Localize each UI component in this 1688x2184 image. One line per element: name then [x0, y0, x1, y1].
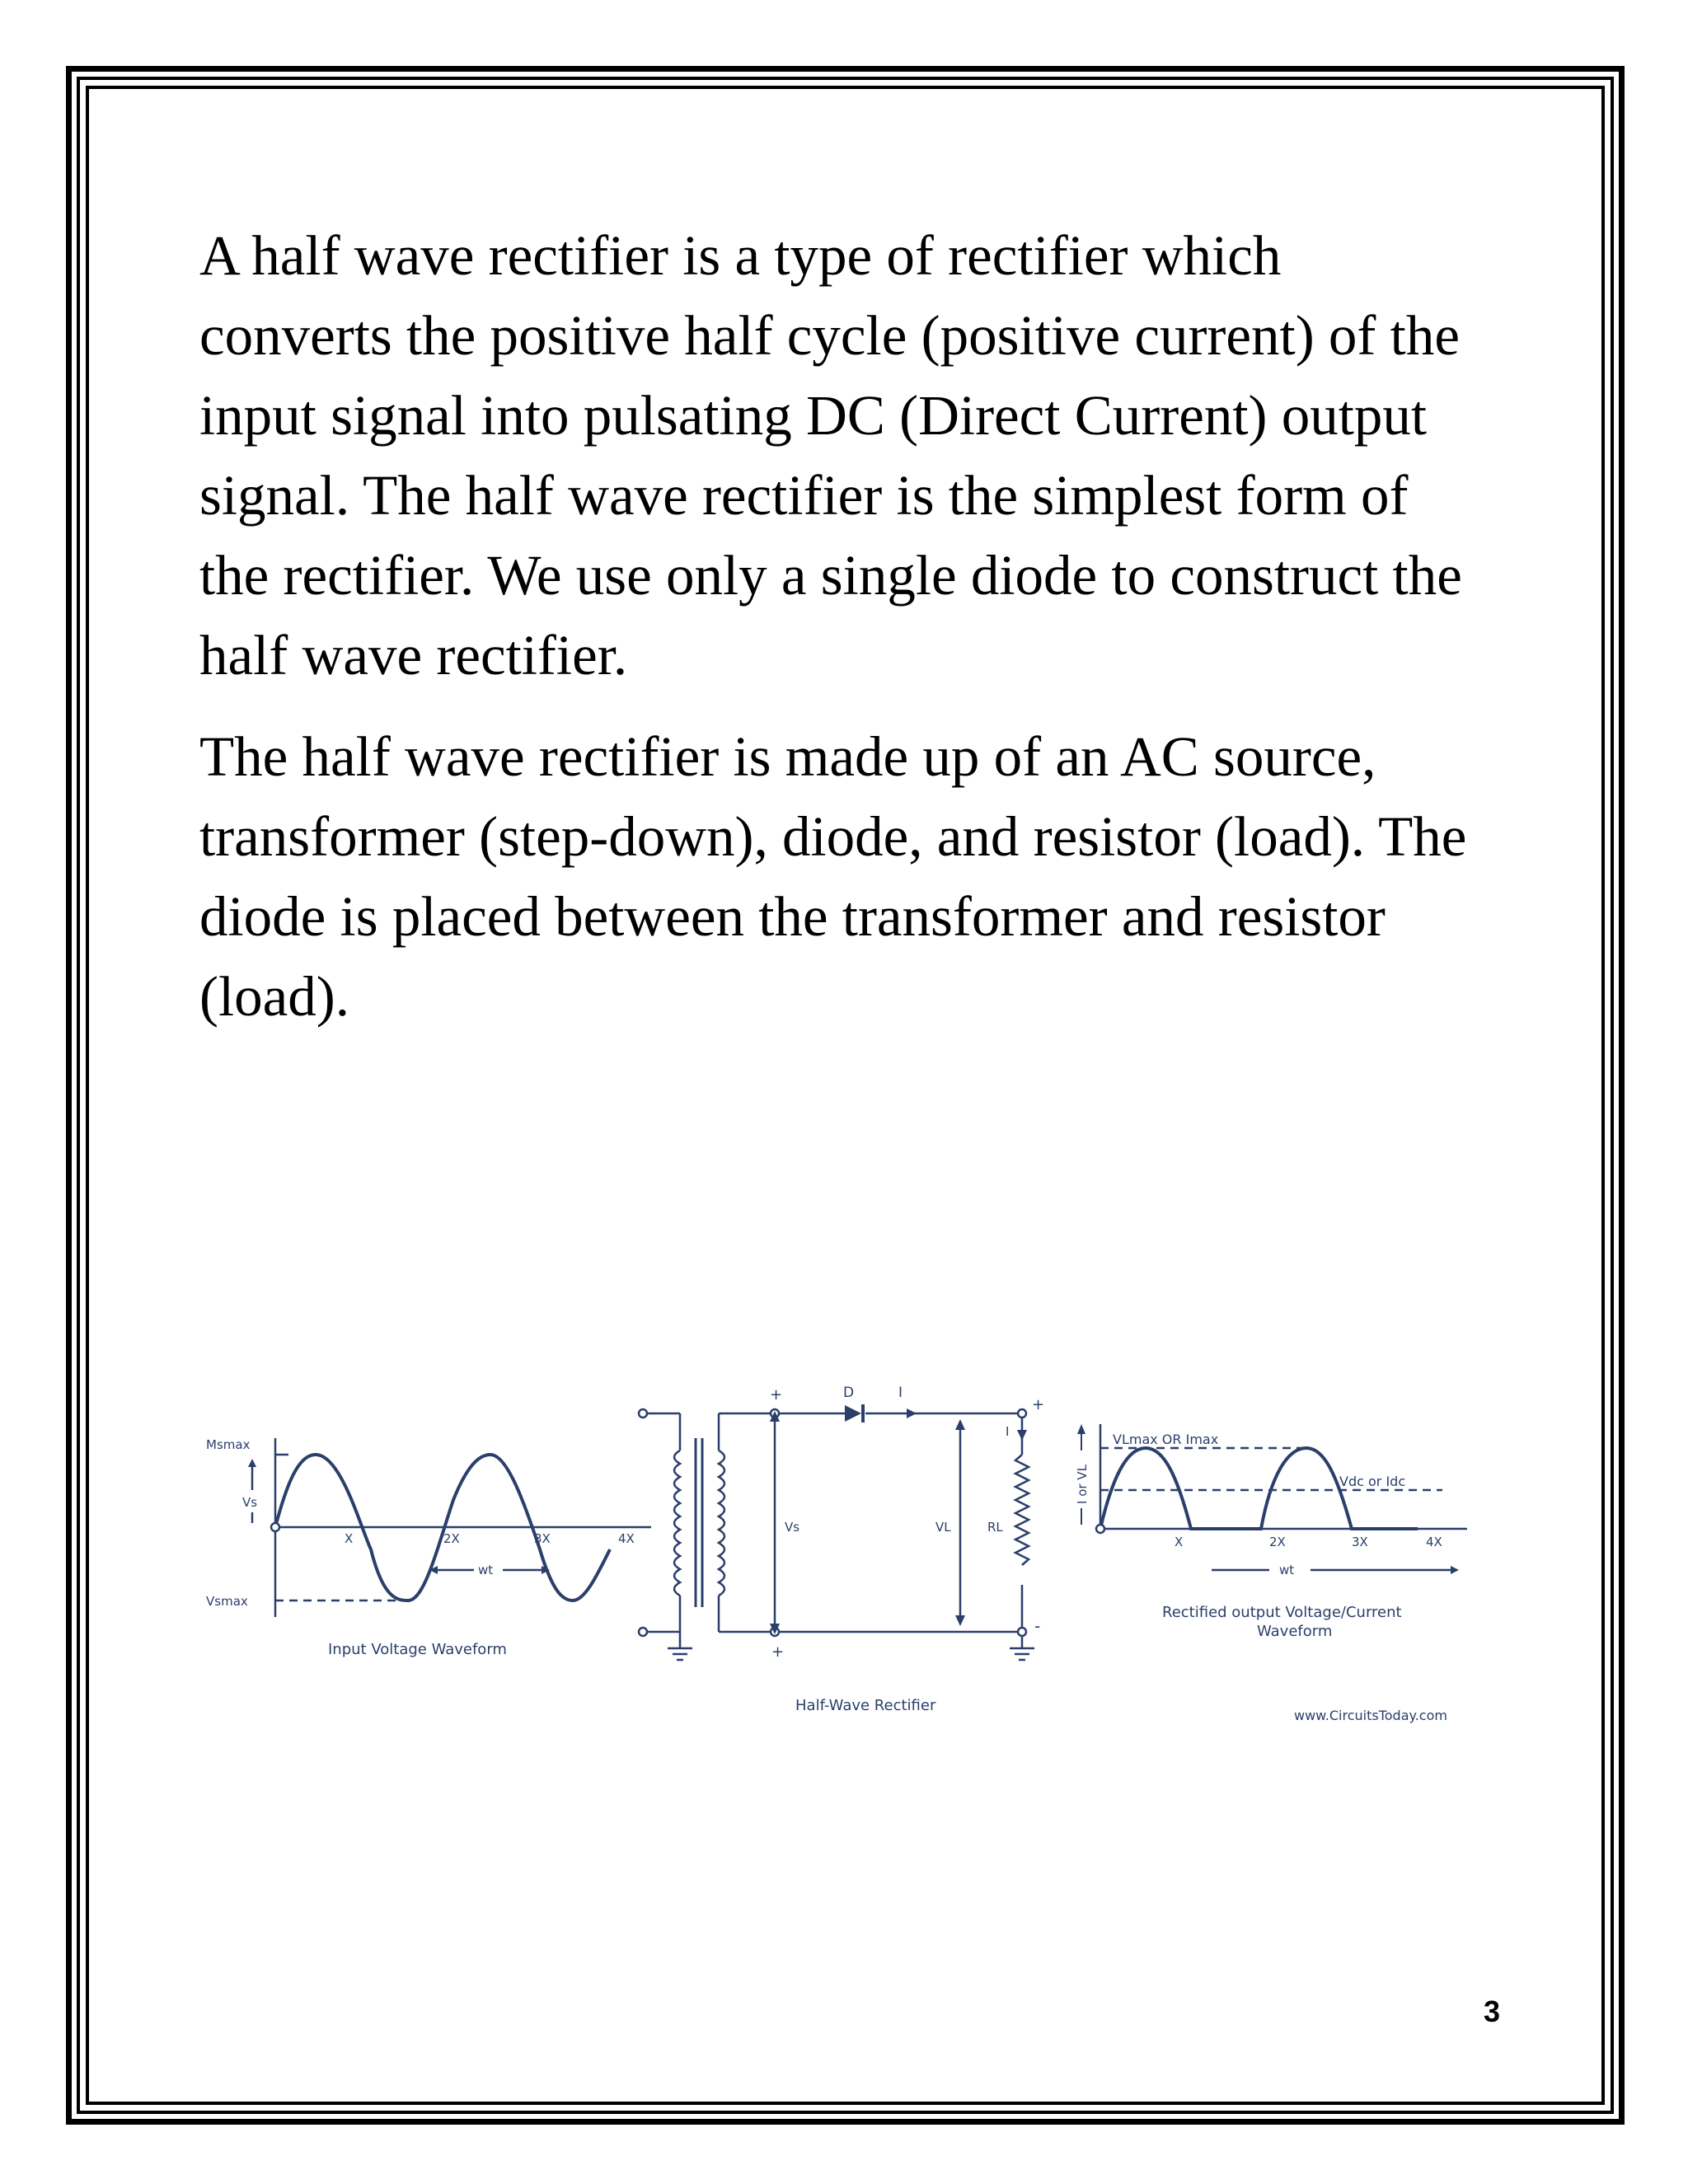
out-wt-arrowhead [1451, 1566, 1459, 1574]
label-current-load: I [1006, 1424, 1010, 1439]
output-wt-label: wt [1279, 1563, 1295, 1577]
input-tick-4x: 4X [618, 1531, 635, 1546]
input-tick-3x: 3X [534, 1531, 551, 1546]
vs-arrowhead-input [248, 1459, 256, 1467]
input-tick-2x: 2X [443, 1531, 460, 1546]
input-origin-dot [271, 1523, 279, 1531]
input-waveform-caption: Input Voltage Waveform [328, 1641, 507, 1658]
label-minus-output: - [1034, 1616, 1041, 1636]
output-top-terminal [1018, 1409, 1026, 1418]
label-plus-secondary-bottom: + [771, 1643, 785, 1661]
output-bottom-terminal [1018, 1628, 1026, 1636]
vl-arrowhead-top [955, 1419, 965, 1430]
label-rl: RL [987, 1520, 1003, 1535]
output-caption-line1: Rectified output Voltage/Current [1162, 1604, 1402, 1621]
input-tick-x: X [345, 1531, 354, 1546]
label-vs-circuit: Vs [785, 1520, 800, 1535]
paragraph-definition: A half wave rectifier is a type of rectifier which converts the positive half cycle (positive current) of the input signal into pulsating DC (Direct Current) output signal. The half wave rectifier is the simplest form of the rectifier. We use only a single diode to construct the half wave rectifier. [199, 224, 1462, 687]
label-vl: VL [935, 1520, 951, 1535]
output-origin-dot [1096, 1525, 1104, 1533]
output-tick-2x: 2X [1269, 1535, 1286, 1549]
circuit-caption: Half-Wave Rectifier [795, 1697, 936, 1714]
output-caption-line2: Waveform [1257, 1623, 1333, 1640]
source-credit: www.CircuitsToday.com [1294, 1708, 1447, 1723]
output-tick-x: X [1175, 1535, 1184, 1549]
primary-coil [674, 1451, 680, 1596]
label-diode: D [843, 1385, 855, 1401]
output-tick-3x: 3X [1352, 1535, 1368, 1549]
diode-triangle [845, 1405, 861, 1422]
primary-bottom-terminal [639, 1628, 647, 1636]
label-vs-input: Vs [242, 1495, 258, 1510]
paragraph-components: The half wave rectifier is made up of an AC source, transformer (step-down), diode, and resistor (load). The diode is placed between the transformer and resistor (load). [199, 725, 1467, 1028]
input-wt-label: wt [478, 1563, 494, 1577]
page-number: 3 [1483, 1994, 1500, 2028]
label-yaxis: I or VL [1075, 1465, 1090, 1504]
figure-svg [206, 1385, 1484, 1739]
label-plus-secondary-top: + [770, 1386, 783, 1404]
vl-arrowhead-bottom [955, 1615, 965, 1626]
output-tick-4x: 4X [1426, 1535, 1442, 1549]
load-resistor [1015, 1455, 1029, 1565]
current-arrow [907, 1408, 917, 1418]
secondary-coil [719, 1451, 724, 1596]
label-msmax: Msmax [206, 1437, 251, 1452]
yaxis-arrowhead [1077, 1424, 1085, 1434]
label-current: I [898, 1385, 903, 1401]
label-plus-output: + [1032, 1396, 1045, 1413]
label-average: Vdc or Idc [1339, 1474, 1406, 1489]
body-text [199, 216, 1485, 1037]
diode-bar [861, 1404, 865, 1422]
primary-top-terminal [639, 1409, 647, 1418]
load-current-arrow [1017, 1430, 1027, 1441]
half-wave-rectifier-figure [206, 1385, 1484, 1739]
label-vsmax-neg: Vsmax [206, 1594, 248, 1609]
label-peak: VLmax OR Imax [1113, 1432, 1219, 1447]
